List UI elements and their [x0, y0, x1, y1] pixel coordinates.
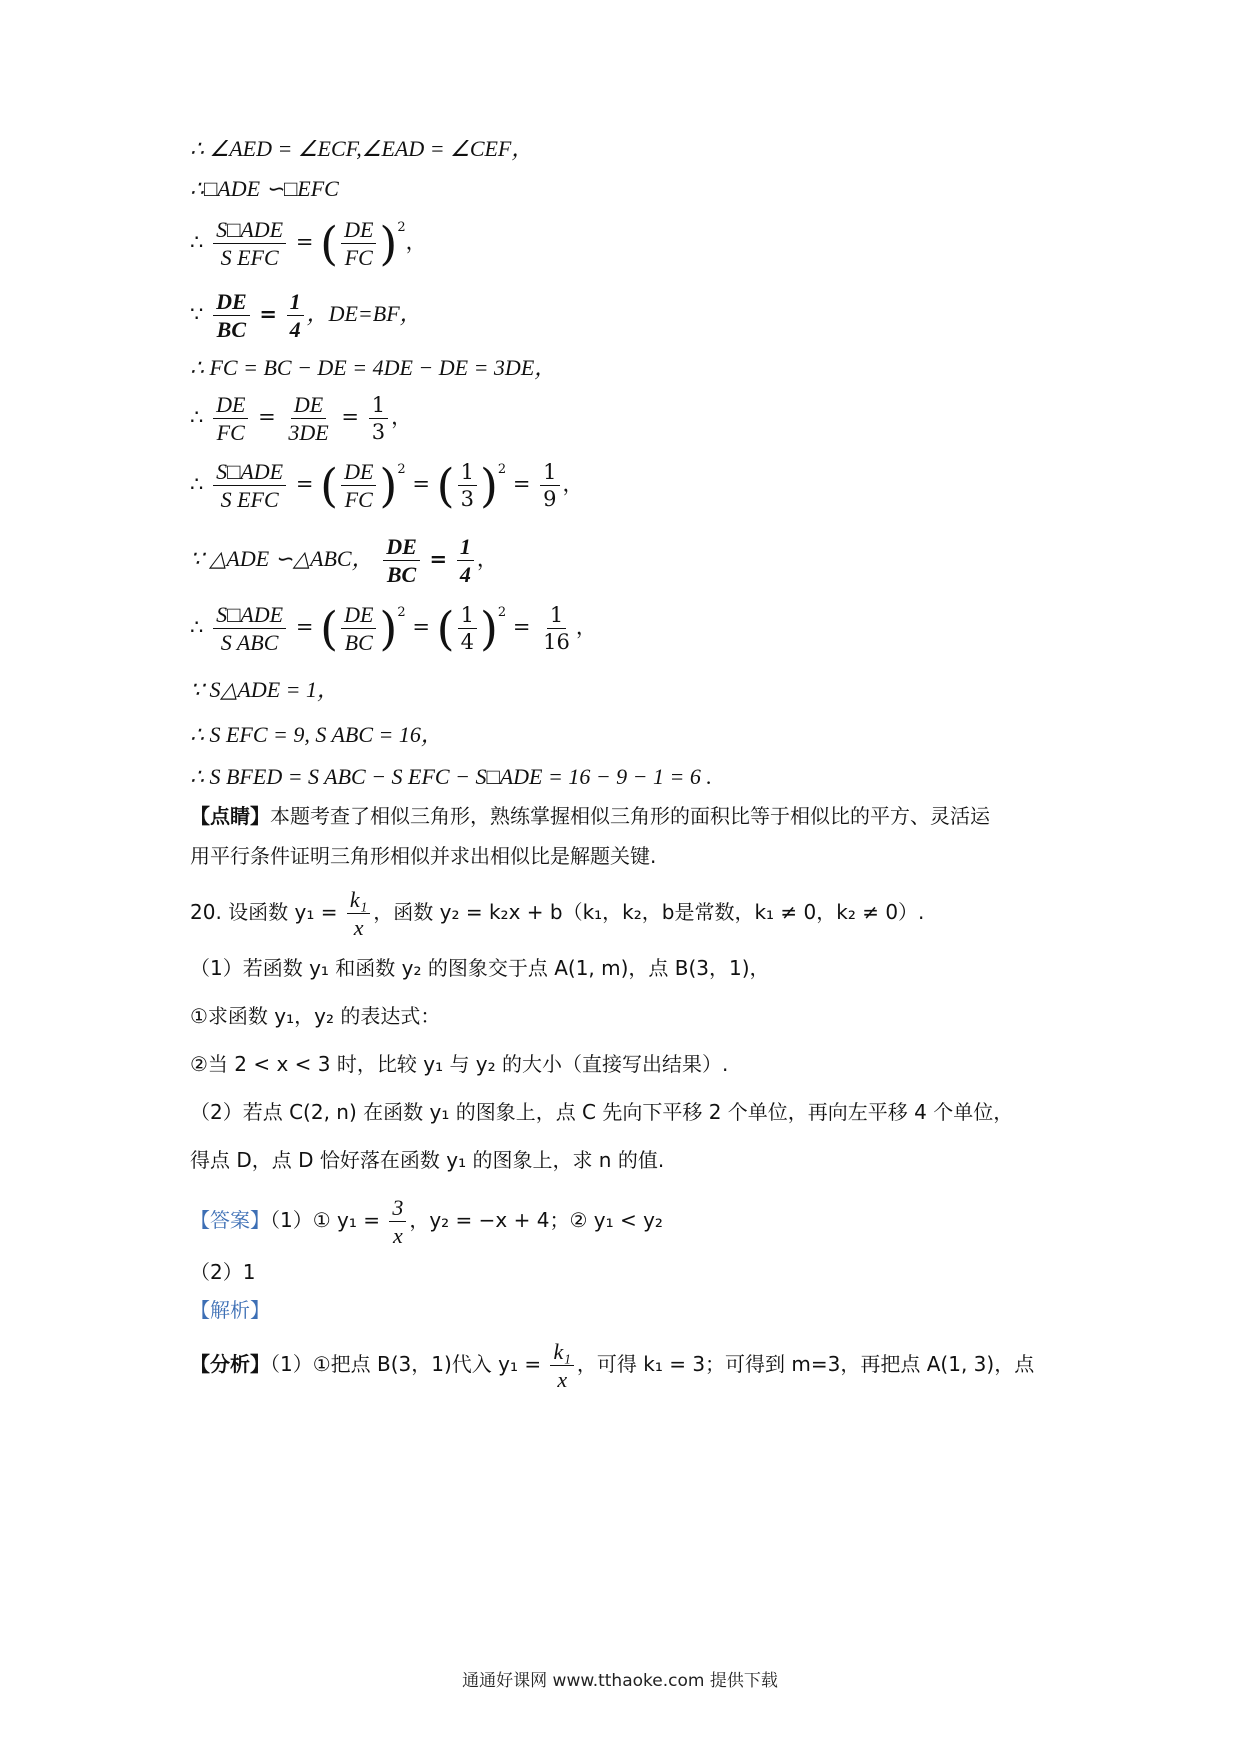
question-part-1a: ①求函数 y₁，y₂ 的表达式：	[190, 1004, 441, 1028]
fraction-one-quarter: $\frac{1}{4}$	[287, 290, 304, 341]
question-part-2b: 得点 D，点 D 恰好落在函数 y₁ 的图象上，求 n 的值.	[190, 1148, 665, 1172]
step-area-values: ∴ S EFC = 9, S ABC = 16，	[190, 722, 443, 747]
question-part-2a: （2）若点 C(2, n) 在函数 y₁ 的图象上，点 C 先向下平移 2 个单位，再向左平移 4 个单位，	[190, 1100, 1014, 1124]
fenxi-line: 【分析】（1）①把点 B(3，1)代入 y₁ = $\frac{\text{k₁}}{x}$ ，可得 k₁ = 3；可得到 m=3，再把点 A(1, 3)，点	[190, 1339, 1035, 1393]
question-part-1b: ②当 2 < x < 3 时，比较 y₁ 与 y₂ 的大小（直接写出结果）.	[190, 1052, 729, 1076]
step-area-bfed: ∴ S BFED = S ABC − S EFC − S□ADE = 16 − 9 − 1 = 6 .	[190, 764, 712, 789]
fenxi-tag: 【分析】	[190, 1352, 270, 1377]
step-area-ade: ∵ S△ADE = 1，	[190, 677, 340, 702]
fraction-one-sixteenth: $\frac{1}{16}$	[543, 603, 570, 655]
dianjing-line-1: 【点睛】本题考查了相似三角形，熟练掌握相似三角形的面积比等于相似比的平方、灵活运	[190, 804, 990, 828]
fraction-de-fc: $\frac{DE}{FC}$	[341, 460, 376, 511]
step-area-ratio-efc: ∴ $\frac{\text{S□ADE}}{\text{S EFC}}$ = ( $\frac{DE}{FC}$ )$^2$ = ( $\frac{1}{3}$ )$^2$ = $\frac{1}{9}$ ，	[190, 458, 584, 513]
answer-tag: 【答案】	[190, 1208, 270, 1233]
fraction-de-bc: $\frac{DE}{BC}$	[383, 535, 420, 586]
fraction-one-quarter: $\frac{1}{4}$	[458, 604, 477, 653]
step-angles-equal: ∴ ∠AED = ∠ECF,∠EAD = ∠CEF，	[190, 136, 534, 161]
fraction-area-ade-abc: $\frac{\text{S□ADE}}{\text{S ABC}}$	[213, 603, 286, 654]
fraction-k1-over-x: $\frac{\text{k₁}}{x}$	[550, 1340, 573, 1391]
dianjing-tag: 【点睛】	[190, 804, 270, 828]
answer-line-2: （2）1	[190, 1260, 256, 1284]
fraction-one-third: $\frac{1}{3}$	[369, 394, 388, 443]
step-de-fc-ratio: ∴ $\frac{DE}{FC}$ = $\frac{DE}{3DE}$ = $\frac{1}{3}$ ，	[190, 392, 413, 446]
fraction-de-fc: $\frac{DE}{FC}$	[341, 218, 376, 269]
fraction-area: $\frac{\text{S□ADE}}{\text{S EFC}}$	[213, 218, 286, 269]
jiexi-tag: 【解析】	[190, 1298, 270, 1322]
fraction-one-ninth: $\frac{1}{9}$	[540, 461, 559, 510]
question-part-1: （1）若函数 y₁ 和函数 y₂ 的图象交于点 A(1, m)，点 B(3，1)，	[190, 956, 770, 980]
fraction-de-3de: $\frac{DE}{3DE}$	[288, 392, 329, 446]
question-20-intro: 20. 设函数 y₁ = $\frac{\text{k₁}}{x}$ ，函数 y₂ = k₂x + b（k₁，k₂，b是常数，k₁ ≠ 0，k₂ ≠ 0）.	[190, 887, 925, 941]
dianjing-line-2: 用平行条件证明三角形相似并求出相似比是解题关键.	[190, 844, 657, 868]
fraction-one-quarter: $\frac{1}{4}$	[457, 535, 474, 586]
step-area-ratio-abc: ∴ $\frac{\text{S□ADE}}{\text{S ABC}}$ = ( $\frac{DE}{BC}$ )$^2$ = ( $\frac{1}{4}$ )$^2$ = $\frac{1}{16}$ ，	[190, 601, 597, 656]
step-fc-expression: ∴ FC = BC − DE = 4DE − DE = 3DE，	[190, 355, 557, 380]
fraction-area-ade-efc: $\frac{\text{S□ADE}}{\text{S EFC}}$	[213, 460, 286, 511]
step-given-ratio: ∵ $\frac{DE}{BC}$ = $\frac{1}{4}$ ，DE=BF，	[190, 289, 422, 343]
fraction-de-bc: $\frac{DE}{BC}$	[213, 290, 250, 341]
page-footer: 通通好课网 www.tthaoke.com 提供下载	[462, 1671, 778, 1691]
fraction-de-fc: $\frac{DE}{FC}$	[213, 393, 248, 444]
fraction-one-third: $\frac{1}{3}$	[458, 461, 477, 510]
fraction-k1-over-x: $\frac{\text{k₁}}{x}$	[347, 888, 370, 939]
fraction-3-over-x: $\frac{3}{x}$	[389, 1196, 406, 1247]
step-area-ratio-general: ∴ $\frac{\text{S□ADE}}{\text{S EFC}}$ = ( $\frac{DE}{FC}$ )$^2$，	[190, 216, 427, 271]
answer-line-1: 【答案】（1）① y₁ = $\frac{3}{x}$ ，y₂ = −x + 4；② y₁ < y₂	[190, 1195, 663, 1249]
step-similar-abc: ∵ △ADE ∽△ABC， $\frac{DE}{BC}$ = $\frac{1}{4}$ ，	[190, 534, 498, 588]
step-similar-triangles: ∴□ADE ∽□EFC	[190, 176, 339, 201]
fraction-de-bc: $\frac{DE}{BC}$	[341, 603, 376, 654]
